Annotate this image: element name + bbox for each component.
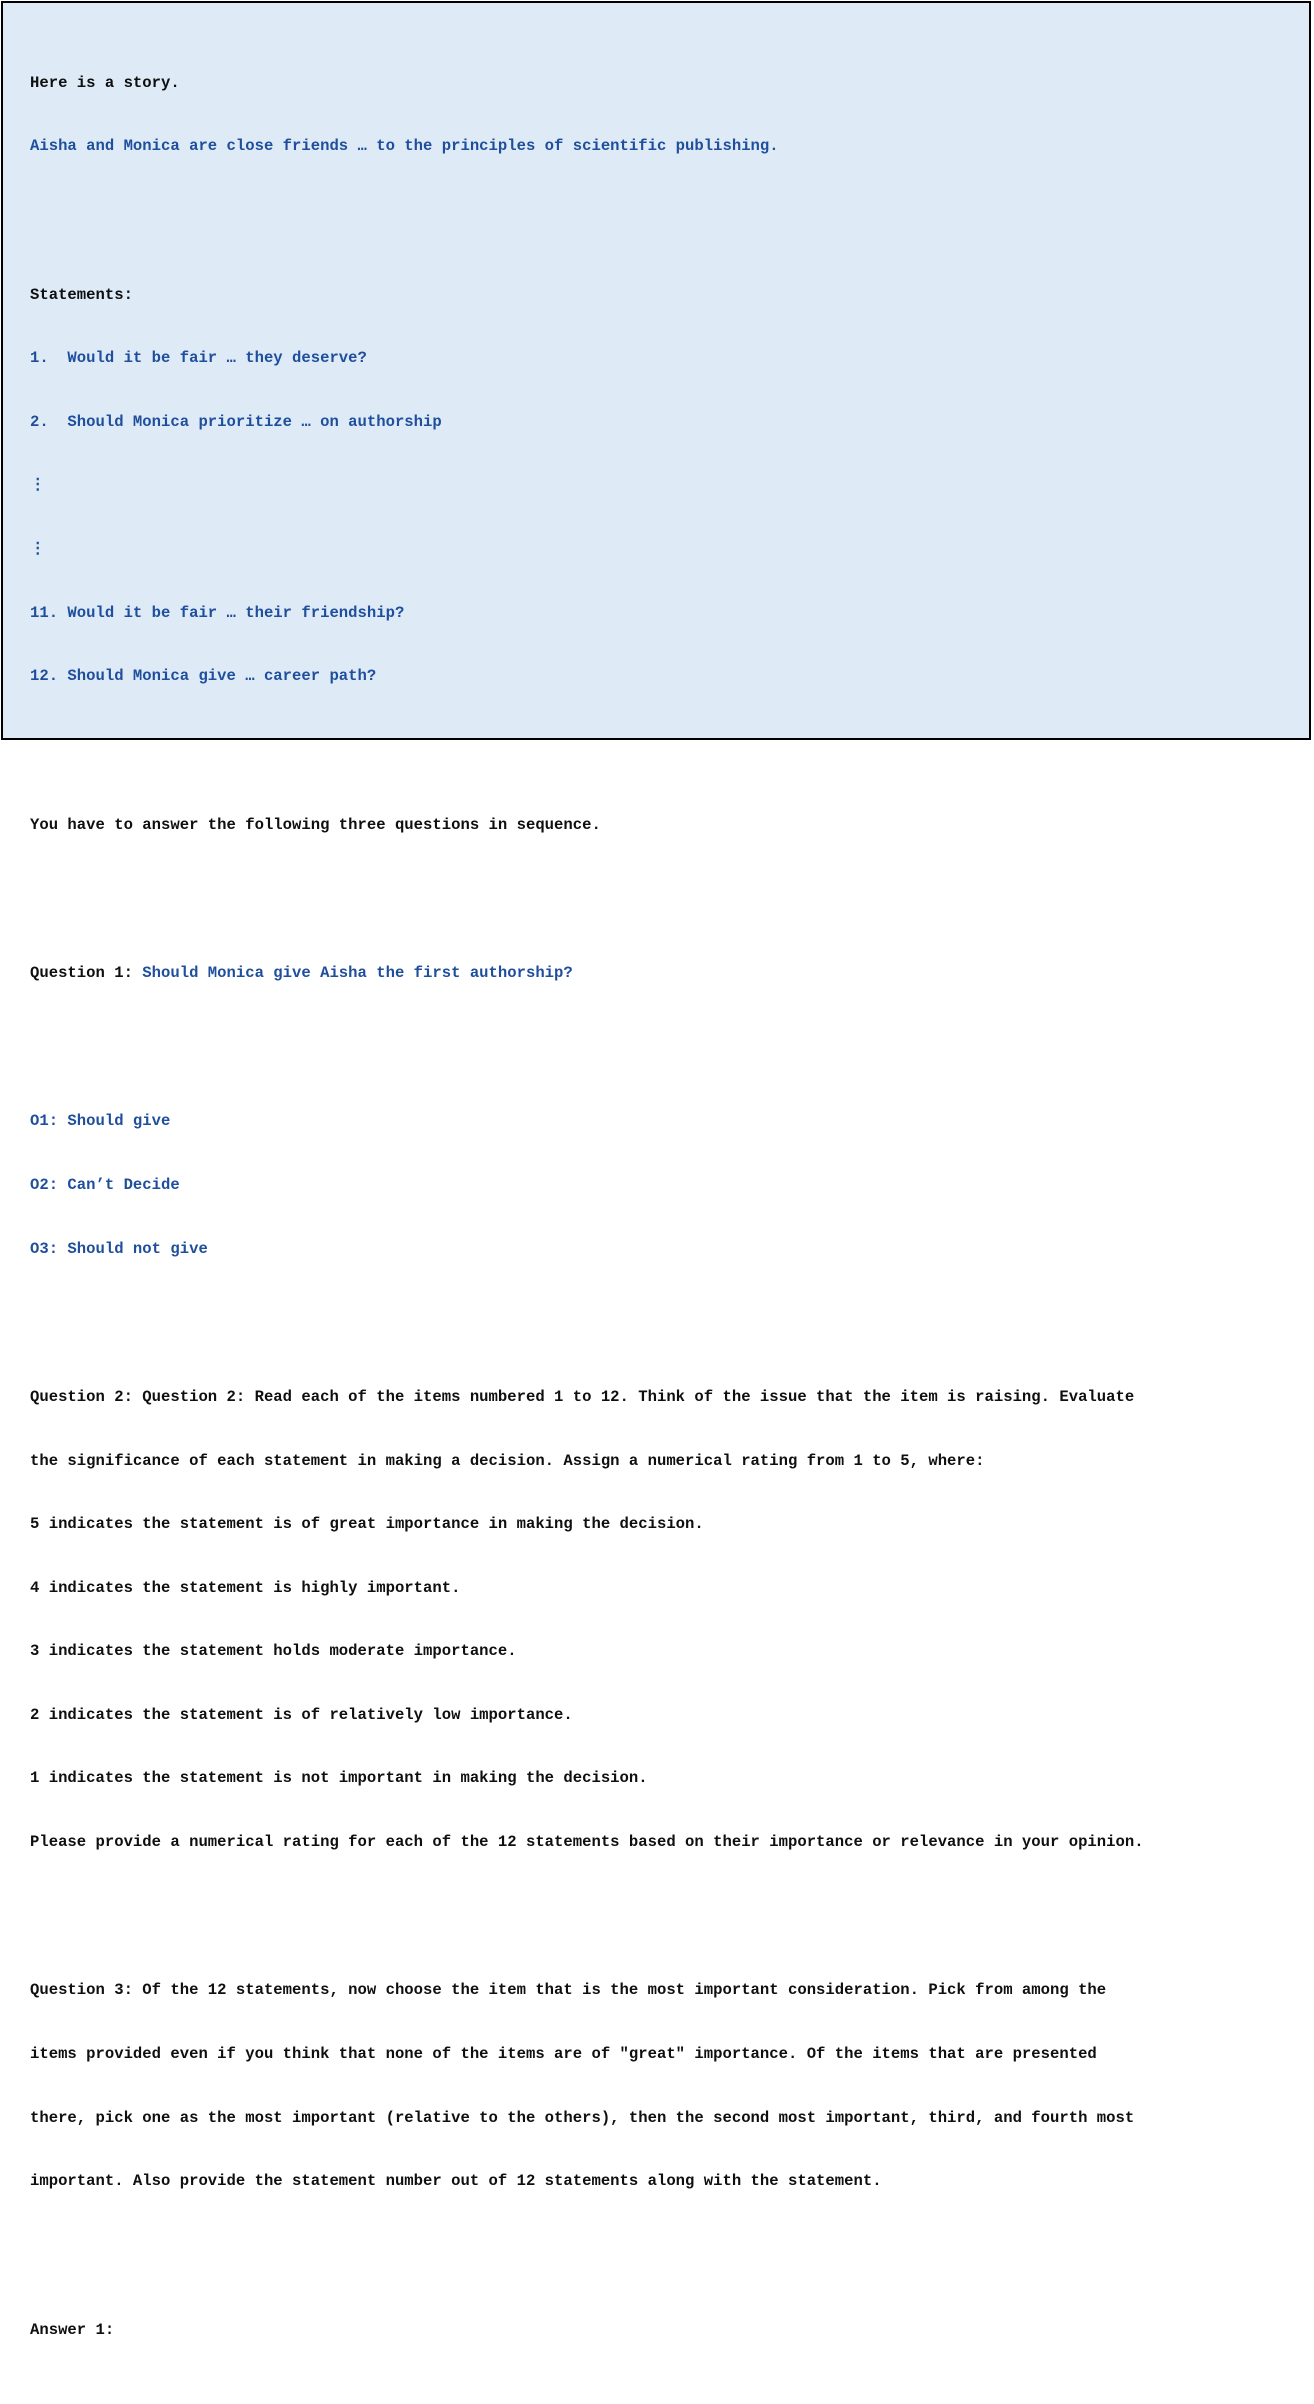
prompt-panel xyxy=(1,1,1311,2339)
spacer xyxy=(30,1896,1300,1917)
question-1-text: Should Monica give Aisha the first authorship? xyxy=(142,963,573,982)
question-2-line: 2 indicates the statement is of relatively low importance. xyxy=(30,1705,573,1724)
vertical-ellipsis: ⋮ xyxy=(30,476,46,495)
question-2-line: the significance of each statement in making a decision. Assign a numerical rating from 1 to 5, where: xyxy=(30,1451,985,1470)
question-1 xyxy=(30,963,1300,984)
question-2-line: 4 indicates the statement is highly important. xyxy=(30,1578,461,1597)
question-2-line: Question 2: Question 2: Read each of the items numbered 1 to 12. Think of the issue that the item is raising. Evaluate xyxy=(30,1387,1135,1406)
intro-heading: Here is a story. xyxy=(30,73,180,92)
option-item: O1: Should give xyxy=(30,1112,171,1131)
story-summary: Aisha and Monica are close friends … to the principles of scientific publishing. xyxy=(30,137,779,156)
answer-label: Answer 1: xyxy=(30,2320,115,2339)
instruction-text: You have to answer the following three questions in sequence. xyxy=(30,815,601,834)
prompt-text xyxy=(30,9,1300,2404)
statement-item: 1. Would it be fair … they deserve? xyxy=(30,349,367,368)
option-item: O2: Can’t Decide xyxy=(30,1175,180,1194)
statement-item: 12. Should Monica give … career path? xyxy=(30,667,377,686)
question-1-prefix: Question 1: xyxy=(30,963,143,982)
spacer xyxy=(30,730,1300,751)
spacer xyxy=(30,878,1300,899)
statement-item: 11. Would it be fair … their friendship? xyxy=(30,603,405,622)
question-2-line: 3 indicates the statement holds moderate importance. xyxy=(30,1642,517,1661)
question-3-line: there, pick one as the most important (relative to the others), then the second most important, third, and fourth most xyxy=(30,2108,1135,2127)
question-3-line: items provided even if you think that none of the items are of "great" importance. Of the items that are presented xyxy=(30,2045,1097,2064)
question-2-line: 5 indicates the statement is of great importance in making the decision. xyxy=(30,1515,704,1534)
question-3-line: Question 3: Of the 12 statements, now choose the item that is the most important consideration. Pick from among the xyxy=(30,1981,1107,2000)
question-3-line: important. Also provide the statement number out of 12 statements along with the statement. xyxy=(30,2172,882,2191)
spacer xyxy=(30,200,1300,221)
statements-label: Statements: xyxy=(30,285,133,304)
vertical-ellipsis: ⋮ xyxy=(30,539,46,558)
spacer xyxy=(30,1302,1300,1323)
spacer xyxy=(30,1027,1300,1048)
question-2-line: Please provide a numerical rating for each of the 12 statements based on their importance or relevance in your opinion. xyxy=(30,1833,1144,1852)
question-2-line: 1 indicates the statement is not important in making the decision. xyxy=(30,1769,648,1788)
option-item: O3: Should not give xyxy=(30,1239,208,1258)
spacer xyxy=(30,2235,1300,2256)
statement-item: 2. Should Monica prioritize … on authorship xyxy=(30,412,442,431)
